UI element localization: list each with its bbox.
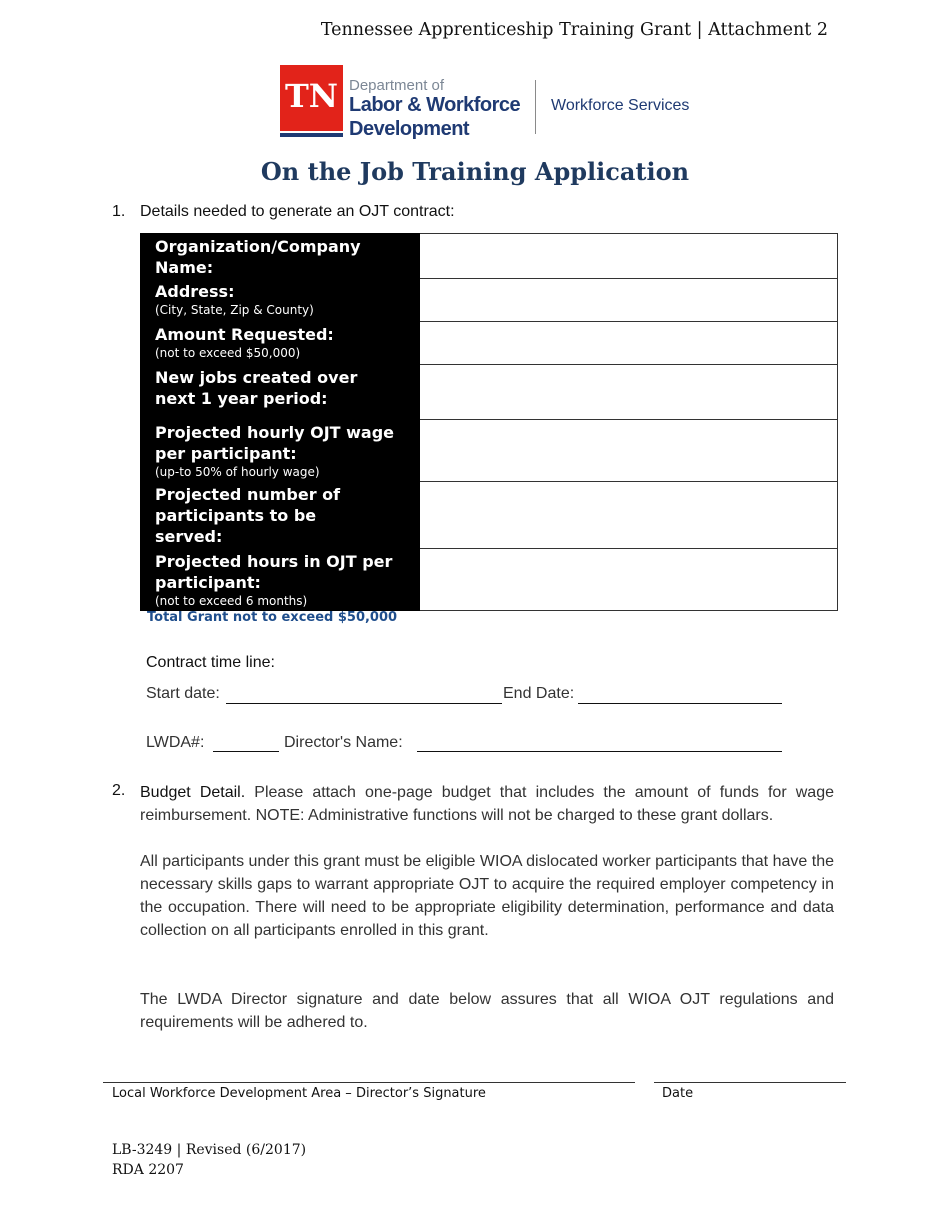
table-row [141, 234, 838, 279]
logo-divider [535, 80, 536, 134]
end-date-label: End Date: [503, 685, 575, 702]
logo-dept-line3: Development [349, 118, 470, 140]
tn-logo-text: TN [284, 77, 339, 115]
table-row [141, 549, 838, 611]
logo-dept-line1: Department of [349, 77, 445, 94]
signature-date-label: Date [662, 1086, 694, 1101]
section2-number: 2. [112, 782, 126, 799]
amount-requested-field[interactable] [420, 322, 838, 365]
total-grant-note: Total Grant not to exceed $50,000 [147, 610, 398, 625]
logo-dept-line2: Labor & Workforce [349, 94, 521, 116]
director-signature-line[interactable] [103, 1082, 635, 1083]
hourly-wage-label: Projected hourly OJT wage per participant: [155, 423, 395, 463]
section1-number: 1. [112, 203, 126, 220]
row-label [141, 279, 420, 322]
lwda-number-input[interactable] [213, 751, 279, 752]
ojt-hours-label: Projected hours in OJT per participant: [155, 552, 393, 592]
table-row [141, 482, 838, 549]
director-name-input[interactable] [417, 751, 782, 752]
row-label [141, 482, 420, 549]
director-name-label: Director's Name: [284, 734, 403, 751]
ojt-hours-sublabel: (not to exceed 6 months) [155, 594, 308, 608]
logo-stripe [280, 133, 343, 137]
section1-heading: Details needed to generate an OJT contract: [140, 203, 455, 220]
hourly-wage-field[interactable] [420, 420, 838, 482]
org-name-label: Organization/Company Name: [155, 237, 361, 277]
row-label [141, 322, 420, 365]
participants-field[interactable] [420, 482, 838, 549]
tn-labor-logo [280, 64, 700, 140]
director-signature-label: Local Workforce Development Area – Director’s Signature [112, 1086, 486, 1101]
address-sublabel: (City, State, Zip & County) [155, 303, 314, 317]
end-date-input[interactable] [578, 703, 782, 704]
start-date-label: Start date: [146, 685, 220, 702]
tn-logo-box [280, 65, 343, 131]
address-label: Address: [155, 282, 235, 301]
amount-requested-label: Amount Requested: [155, 325, 334, 344]
lwda-number-label: LWDA#: [146, 734, 205, 751]
row-label [141, 549, 420, 611]
form-number: LB-3249 | Revised (6/2017) [112, 1142, 307, 1158]
signature-date-line[interactable] [654, 1082, 846, 1083]
page-title: On the Job Training Application [260, 157, 690, 186]
budget-detail-paragraph [140, 781, 834, 827]
table-row [141, 365, 838, 420]
hourly-wage-sublabel: (up-to 50% of hourly wage) [155, 465, 320, 479]
row-label [141, 420, 420, 482]
table-row [141, 322, 838, 365]
ojt-hours-field[interactable] [420, 549, 838, 611]
document-header: Tennessee Apprenticeship Training Grant | Attachment 2 [320, 20, 828, 40]
org-name-field[interactable] [420, 234, 838, 279]
table-row [141, 279, 838, 322]
address-field[interactable] [420, 279, 838, 322]
contract-timeline-label: Contract time line: [146, 654, 275, 671]
budget-detail-text: Please attach one-page budget that includes the amount of funds for wage reimbursement. NOTE: Administrative functions will not be charged to these grant dollars. [140, 784, 835, 824]
participants-label: Projected number of participants to be served: [155, 485, 341, 546]
start-date-input[interactable] [226, 703, 502, 704]
new-jobs-label: New jobs created over next 1 year period: [155, 368, 358, 408]
new-jobs-field[interactable] [420, 365, 838, 420]
amount-requested-sublabel: (not to exceed $50,000) [155, 346, 301, 360]
table-row [141, 420, 838, 482]
row-label [141, 234, 420, 279]
budget-detail-heading: Budget Detail. [140, 784, 246, 801]
row-label [141, 365, 420, 420]
logo-services: Workforce Services [551, 97, 690, 114]
ojt-details-table [140, 233, 838, 611]
rda-number: RDA 2207 [112, 1162, 184, 1178]
eligibility-paragraph: All participants under this grant must be eligible WIOA dislocated worker participants that have the necessary skills gaps to warrant appropriate OJT to acquire the required employer competency in the occupation. There will need to be appropriate eligibility determination, performance and data collection on all participants enrolled in this grant. [140, 853, 834, 939]
assurance-paragraph: The LWDA Director signature and date below assures that all WIOA OJT regulations and requirements will be adhered to. [140, 991, 834, 1031]
